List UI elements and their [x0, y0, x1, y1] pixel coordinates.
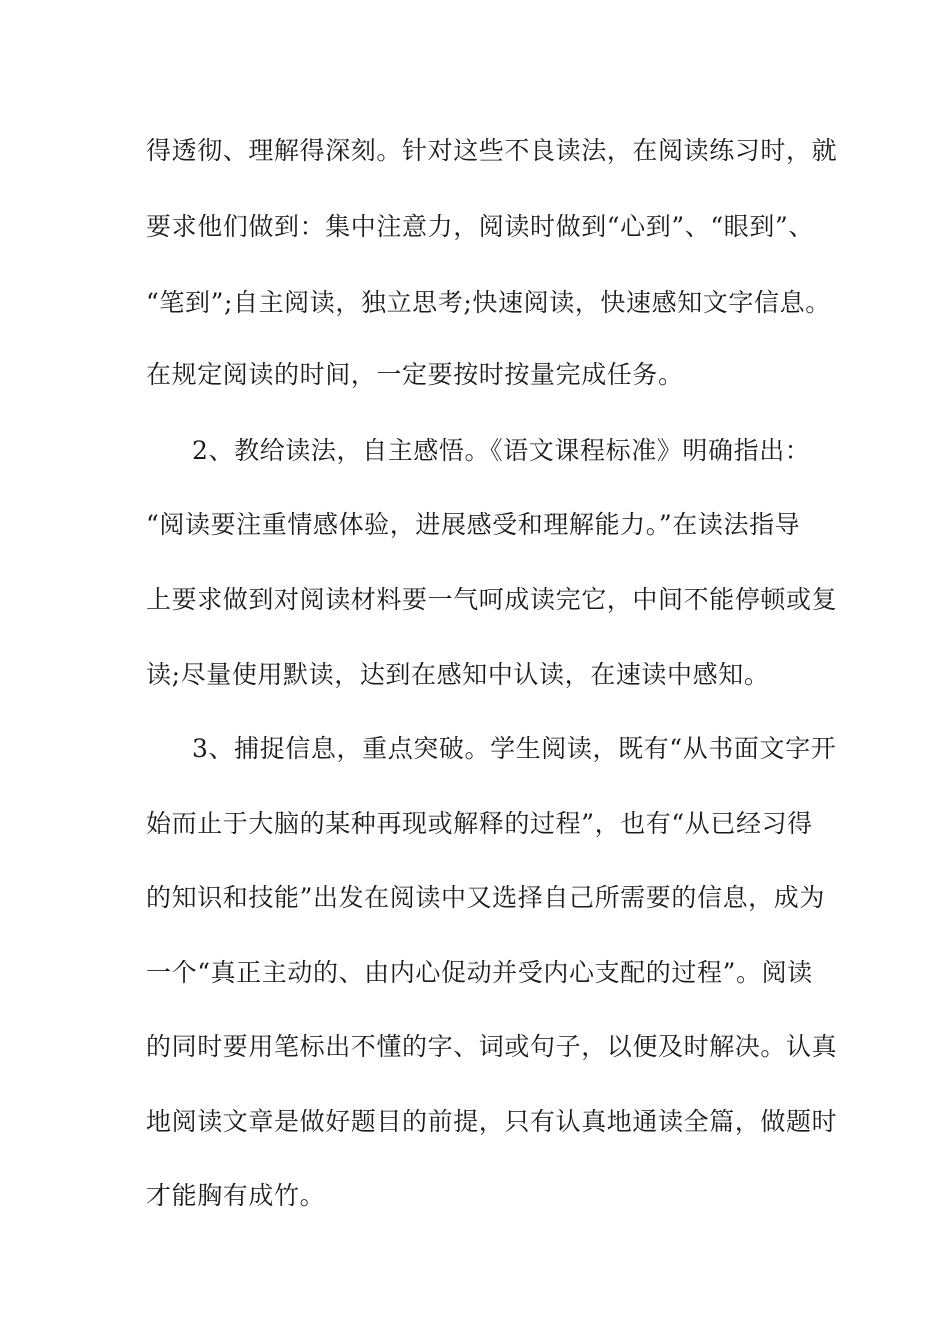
- text-line: 始而止于大脑的某种再现或解释的过程”，也有“从已经习得: [146, 809, 813, 838]
- text-line: 读;尽量使用默读，达到在感知中认读，在速读中感知。: [146, 660, 770, 689]
- text-line: 在规定阅读的时间，一定要按时按量完成任务。: [146, 360, 684, 389]
- text-line: “笔到”;自主阅读，独立思考;快速阅读，快速感知文字信息。: [146, 288, 831, 317]
- text-line: 的知识和技能”出发在阅读中又选择自己所需要的信息，成为: [146, 883, 825, 912]
- text-line: 才能胸有成竹。: [146, 1181, 326, 1210]
- text-line: 要求他们做到：集中注意力，阅读时做到“心到”、“眼到”、: [146, 212, 814, 241]
- paragraph-3-first-line: 3、捕捉信息，重点突破。学生阅读，既有“从书面文字开: [192, 734, 837, 763]
- text-line: 的同时要用笔标出不懂的字、词或句子，以便及时解决。认真: [146, 1032, 838, 1061]
- text-line: 上要求做到对阅读材料要一气呵成读完它，中间不能停顿或复: [146, 585, 838, 614]
- text-line: 地阅读文章是做好题目的前提，只有认真地通读全篇，做题时: [146, 1107, 838, 1136]
- text-line: “阅读要注重情感体验，进展感受和理解能力。”在读法指导: [146, 510, 801, 539]
- text-line: 得透彻、理解得深刻。针对这些不良读法，在阅读练习时，就: [146, 136, 838, 165]
- text-line: 一个“真正主动的、由内心促动并受内心支配的过程”。阅读: [146, 958, 813, 987]
- paragraph-2-first-line: 2、教给读法，自主感悟。《语文课程标准》明确指出：: [192, 436, 811, 465]
